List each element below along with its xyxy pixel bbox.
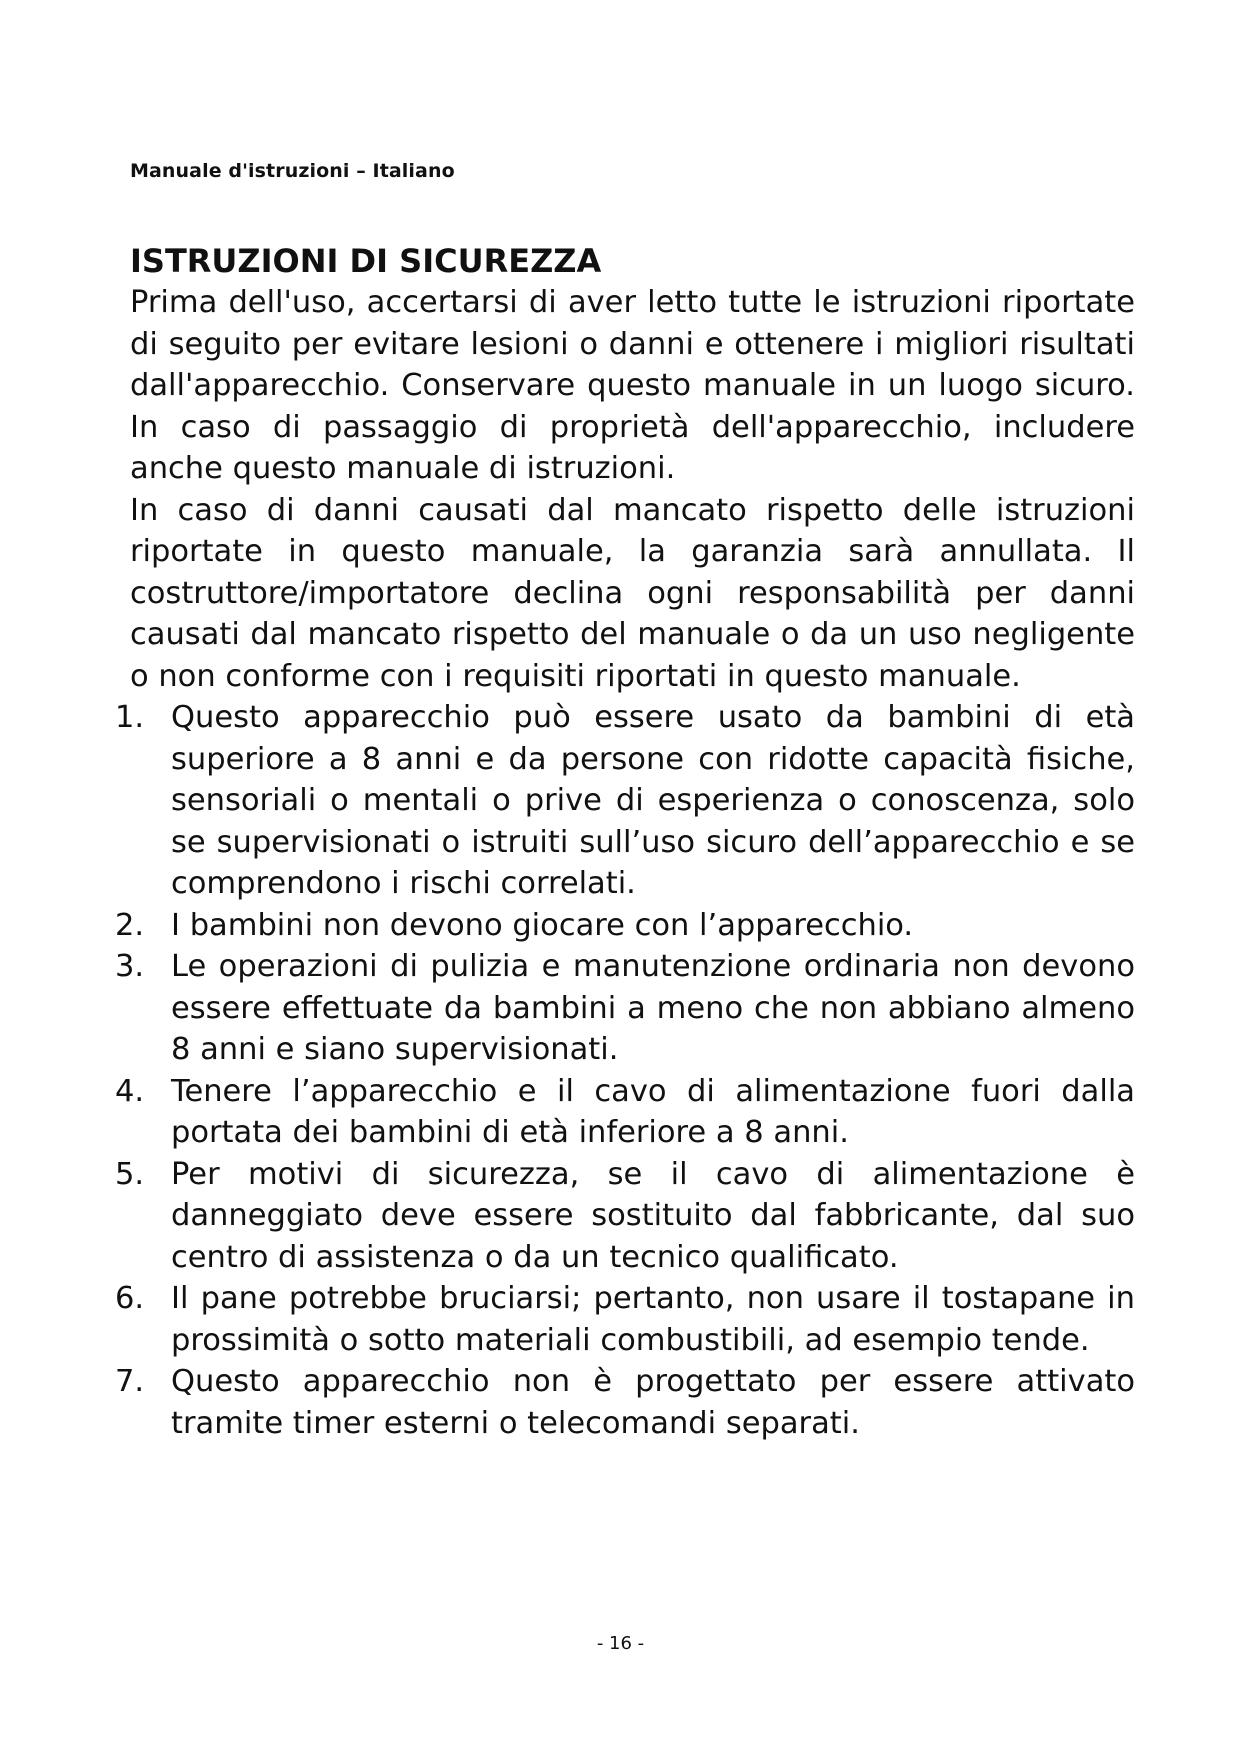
list-item-number: 1. <box>115 700 145 735</box>
list-item <box>115 1361 1135 1444</box>
list-item-text: Per motivi di sicurezza, se il cavo di alimentazione è danneggiato deve essere sostituito dal fabbricante, dal suo centro di assistenza o da un tecnico qualificato. <box>171 1156 1135 1275</box>
intro-paragraph: Prima dell'uso, accertarsi di aver letto tutte le istruzioni riportate di seguito per evitare lesioni o danni e ottenere i migliori risultati dall'apparecchio. Conservare questo manuale in un luogo sicuro. In caso di passaggio di proprietà dell'apparecchio, includere anche questo manuale di istruzioni. <box>130 285 1135 486</box>
list-item-number: 3. <box>115 949 145 984</box>
list-item-text: Questo apparecchio non è progettato per essere attivato tramite timer esterni o telecomandi separati. <box>171 1364 1135 1441</box>
page-header: Manuale d'istruzioni – Italiano <box>130 160 455 182</box>
list-item <box>115 946 1135 1071</box>
list-item <box>115 1154 1135 1279</box>
list-item <box>115 1278 1135 1361</box>
section-title: ISTRUZIONI DI SICUREZZA <box>130 242 602 280</box>
list-item-number: 4. <box>115 1073 145 1109</box>
list-item-text: I bambini non devono giocare con l’apparecchio. <box>171 907 914 943</box>
safety-section <box>115 240 1135 1444</box>
warranty-paragraph: In caso di danni causati dal mancato rispetto delle istruzioni riportate in questo manuale, la garanzia sarà annullata. Il costruttore/importatore declina ogni responsabilità per danni causati dal mancato rispetto del manuale o da un uso negligente o non conforme con i requisiti riportati in questo manuale. <box>130 492 1135 694</box>
list-item-text: Questo apparecchio può essere usato da bambini di età superiore a 8 anni e da persone con ridotte capacità fisiche, sensoriali o mentali o prive di esperienza o conoscenza, solo se supervisionati o istruiti sull’uso sicuro dell’apparecchio e se comprendono i rischi correlati. <box>171 700 1135 901</box>
safety-list <box>115 697 1135 1444</box>
list-item-number: 5. <box>115 1156 145 1192</box>
page-number: - 16 - <box>596 1633 645 1654</box>
list-item-number: 2. <box>115 907 145 943</box>
list-item <box>115 905 1135 947</box>
list-item <box>115 697 1135 905</box>
list-item <box>115 1071 1135 1154</box>
list-item-number: 7. <box>115 1364 145 1399</box>
list-item-text: Il pane potrebbe bruciarsi; pertanto, non usare il tostapane in prossimità o sotto materiali combustibili, ad esempio tende. <box>171 1281 1135 1358</box>
list-item-text: Tenere l’apparecchio e il cavo di alimentazione fuori dalla portata dei bambini di età inferiore a 8 anni. <box>171 1073 1135 1150</box>
list-item-number: 6. <box>115 1281 145 1316</box>
list-item-text: Le operazioni di pulizia e manutenzione ordinaria non devono essere effettuate da bambini a meno che non abbiano almeno 8 anni e siano supervisionati. <box>171 949 1135 1067</box>
